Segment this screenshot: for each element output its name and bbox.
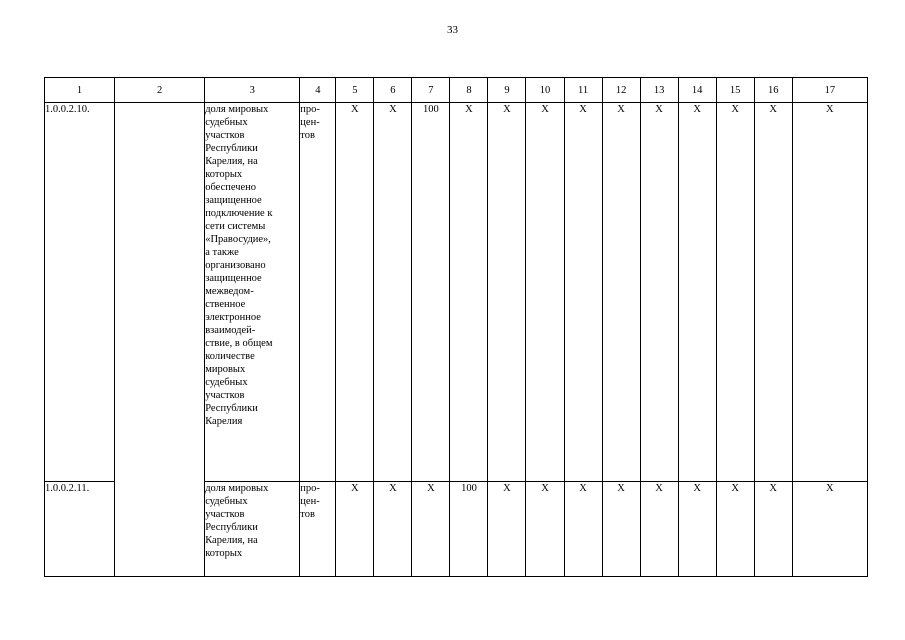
value-cell: 100 (412, 103, 450, 482)
value-cell: X (640, 482, 678, 577)
col-header-1: 1 (45, 78, 115, 103)
value-cell: X (374, 103, 412, 482)
value-cell: X (754, 482, 792, 577)
indicator-code: 1.0.0.2.10. (45, 103, 115, 482)
col-header-17: 17 (792, 78, 867, 103)
value-cell: X (640, 103, 678, 482)
col-header-2: 2 (115, 78, 205, 103)
value-cell: X (678, 103, 716, 482)
value-cell: X (336, 103, 374, 482)
col-header-5: 5 (336, 78, 374, 103)
value-cell: X (602, 103, 640, 482)
col-header-7: 7 (412, 78, 450, 103)
empty-cell (115, 103, 205, 577)
value-cell: X (754, 103, 792, 482)
value-cell: X (792, 482, 867, 577)
page-number: 33 (447, 24, 458, 36)
col-header-14: 14 (678, 78, 716, 103)
value-cell: X (564, 482, 602, 577)
col-header-11: 11 (564, 78, 602, 103)
col-header-12: 12 (602, 78, 640, 103)
value-cell: X (678, 482, 716, 577)
value-cell: X (564, 103, 602, 482)
value-cell: X (412, 482, 450, 577)
table-row (45, 103, 868, 482)
col-header-10: 10 (526, 78, 564, 103)
col-header-16: 16 (754, 78, 792, 103)
indicator-description: доля мировых судебных участков Республики Карелия, на которых (205, 482, 300, 577)
col-header-4: 4 (300, 78, 336, 103)
header-row (45, 78, 868, 103)
value-cell: X (792, 103, 867, 482)
indicator-description: доля мировых судебных участков Республики Карелия, на которых обеспечено защищенное подключение к сети системы «Правосудие», а также организовано защищенное межведом- ственное электронное взаимодей- ствие, в общем количестве мировых судебных участков Республики Карелия (205, 103, 300, 482)
value-cell: X (526, 482, 564, 577)
col-header-15: 15 (716, 78, 754, 103)
value-cell: X (526, 103, 564, 482)
col-header-3: 3 (205, 78, 300, 103)
col-header-8: 8 (450, 78, 488, 103)
value-cell: 100 (450, 482, 488, 577)
col-header-6: 6 (374, 78, 412, 103)
col-header-13: 13 (640, 78, 678, 103)
unit-cell: про- цен- тов (300, 103, 336, 482)
value-cell: X (336, 482, 374, 577)
value-cell: X (488, 482, 526, 577)
value-cell: X (488, 103, 526, 482)
unit-cell: про- цен- тов (300, 482, 336, 577)
value-cell: X (716, 103, 754, 482)
value-cell: X (374, 482, 412, 577)
value-cell: X (602, 482, 640, 577)
indicator-code: 1.0.0.2.11. (45, 482, 115, 577)
value-cell: X (450, 103, 488, 482)
value-cell: X (716, 482, 754, 577)
data-table (44, 77, 868, 577)
col-header-9: 9 (488, 78, 526, 103)
